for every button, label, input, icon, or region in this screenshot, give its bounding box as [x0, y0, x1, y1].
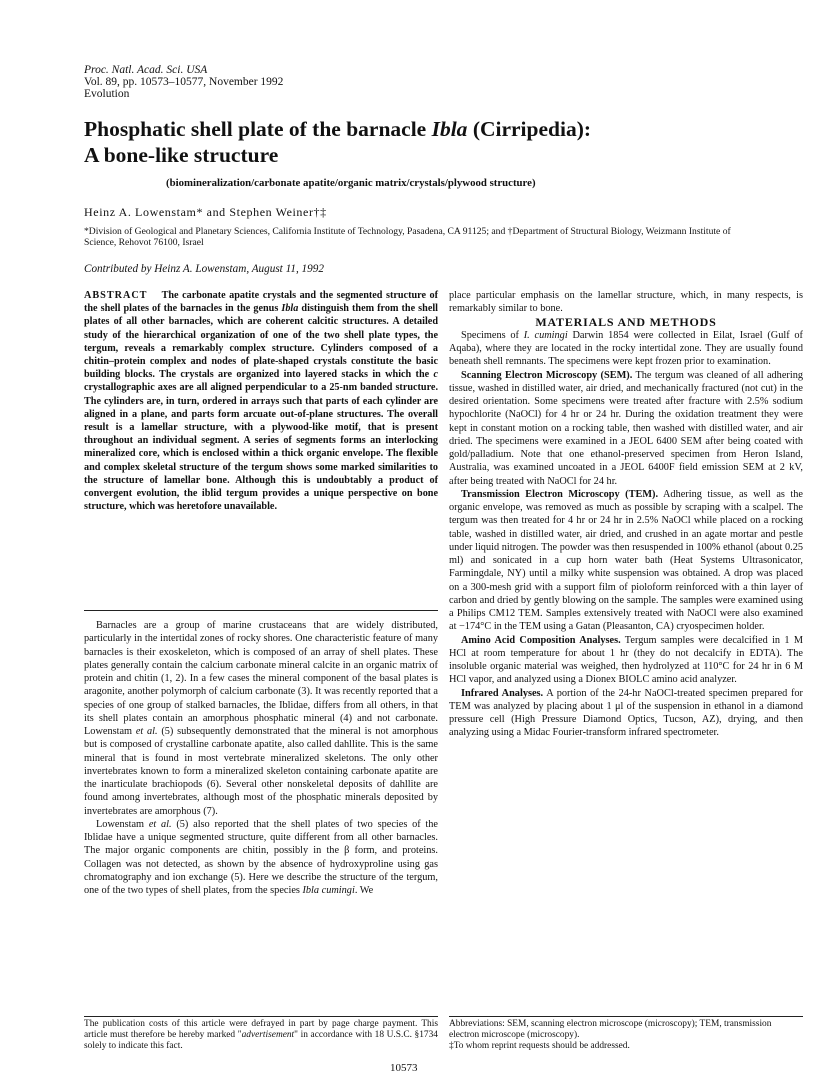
- sem-heading: Scanning Electron Microscopy (SEM).: [461, 369, 633, 381]
- footnotes-right: [449, 1019, 803, 1052]
- intro-p2-text-c: . We: [354, 885, 374, 896]
- ir-text: A portion of the 24-hr NaOCl-treated specimen prepared for TEM was analyzed by placing about 1 μl of the suspension in ethanol in a diamond pressure cell (High Pressure Diamond Optics, Tucson, AZ), drying, and then analyzing using a Midac Fourier-transform infrared spectrometer.: [449, 687, 803, 739]
- intro-p2-etal: et al.: [148, 818, 172, 830]
- journal-section: Evolution: [84, 88, 130, 100]
- abstract-divider: [84, 610, 438, 611]
- keywords: (biomineralization/carbonate apatite/organic matrix/crystals/plywood structure): [166, 177, 536, 189]
- intro-p2-text-b: (5) also reported that the shell plates of two species of the Iblidae have a unique segmented structure, quite different from all other barnacles. The major organic components are chitin, possibly in the β form, and proteins. Collagen was not detected, as shown by the absence of hydroxyproline using gas chromatography and ion exchange (5). Here we describe the structure of the tergum, one of the two types of shell plates, from the species: [84, 818, 439, 896]
- aa-text: Tergum samples were decalcified in 1 M HCl at room temperature for about 1 hr (they do not decalcify in EDTA). The insoluble organic material was weighed, then hydrolyzed at 110°C for 24 hr in 6 M HCl vapor, and analyzed using a Dionex BIOLC amino acid analyzer.: [449, 634, 803, 686]
- abstract-italic-a: Ibla: [281, 303, 299, 315]
- left-column: [84, 619, 438, 897]
- section-heading: MATERIALS AND METHODS: [535, 314, 717, 329]
- abstract-text-a: The carbonate apatite crystals and the segmented structure of the shell plates of the barnacles in the genus: [84, 290, 438, 315]
- tem-paragraph: [449, 488, 803, 634]
- title-line1-post: (Cirripedia):: [467, 117, 592, 141]
- aa-heading: Amino Acid Composition Analyses.: [461, 634, 621, 646]
- intro-p1-text: Barnacles are a group of marine crustaceans that are widely distributed, particularly in the intertidal zones of rocky shores. One characteristic feature of many barnacles is their exoskeleton, which is composed of an array of shell plates. These plates generally contain the calcium carbonate mineral calcite in an organic matrix of protein and chitin (1, 2). In a few cases the mineral component of the basal plates is aragonite, another polymorph of calcium carbonate (3). It was recently reported that a species of one group of stalked barnacles, the Iblidae, differs from all others, in that its shell plates contain an amorphous phosphatic mineral (4) and not carbonate. Lowenstam: [84, 620, 438, 737]
- right-column: [449, 289, 803, 740]
- ir-paragraph: [449, 687, 803, 740]
- spec-text-b: Darwin 1854 were collected in Eilat, Israel (Gulf of Aqaba), where they are located in the rocky intertidal zone. They are usually found beneath shell remnants. The specimens were kept frozen prior to examination.: [449, 329, 803, 368]
- publication-costs-note: [84, 1019, 438, 1052]
- sem-text: The tergum was cleaned of all adhering tissue, washed in distilled water, air dried, and mechanically fractured (not cut) in the desired orientation. Some specimens were treated after fracture with 2.5% sodium hypochlorite (NaOCl) for 4 hr or 24 hr. During the oxidation treatment they were kept in constant motion on a rocking table, then washed with distilled water, and air dried. The specimens were examined in a JEOL 6400 SEM after being coated with gold/palladium. Note that one ethanol-preserved specimen from Heron Island, Australia, was examined uncoated in a JEOL 6400F field emission SEM at 2 kV, after being treated with NaOCl for 24 hr.: [449, 369, 803, 487]
- tem-heading: Transmission Electron Microscopy (TEM).: [461, 488, 659, 500]
- abstract-italic-b: c: [433, 369, 438, 381]
- abstract: [84, 289, 438, 513]
- journal-name: Proc. Natl. Acad. Sci. USA: [84, 64, 208, 76]
- intro-p2-text-a: Lowenstam: [96, 818, 149, 830]
- title-genus: Ibla: [431, 117, 468, 141]
- specimens-paragraph: [449, 329, 803, 369]
- abstract-text-c: crystallographic axes are all aligned perpendicular to a 25-nm banded structure. The cylinders are, in turn, ordered in arrays such that parts of each cylinder are aligned in a plane, and parts form arcuate out-of-plane structures. The overall result is a lamellar structure, with a plywood-like motif, that is present throughout an individual segment. A series of segments forms an interlocking mineralized core, which is enclosed within a thick organic envelope. The flexible and complex skeletal structure of the tergum shows some marked similarities to the structure of lamellar bone. Although this is undoubtably a product of convergent evolution, the iblid tergum provides a unique perspective on bone structure, which was heretofore unavailable.: [84, 382, 438, 513]
- affiliations: *Division of Geological and Planetary Sciences, California Institute of Technology, Pasadena, CA 91125; and †Department of Structural Biology, Weizmann Institute of Science, Rehovot 76100, Israel: [84, 226, 731, 249]
- spec-text-a: Specimens of: [461, 329, 524, 341]
- abbreviations-note: Abbreviations: SEM, scanning electron microscope (microscopy); TEM, transmission electron microscope (microscopy).: [449, 1019, 772, 1040]
- spec-species: I. cumingi: [523, 329, 568, 341]
- intro-paragraph-2: [84, 818, 438, 898]
- tem-text: Adhering tissue, as well as the organic envelope, was removed as much as possible by scraping with a scalpel. The tergum was then treated for 4 hr or 24 hr in 2.5% NaOCl while placed on a rocking table, washed in distilled water, air dried, and crushed in an agate mortar and pestle under liquid nitrogen. The powder was then resuspended in 100% ethanol (about 0.25 ml) and sonicated in a cup horn water bath (Heat Systems Ultrasonicator, Farmingdale, NY) until a milky white suspension was obtained. A drop was placed on a 300-mesh grid with a support film of pioloform reinforced with a thin layer of carbon and dried by gently blowing on the sample. The samples were examined using a Philips CM12 TEM. Samples extensively treated with NaOCl were also examined at −174°C in the TEM using a Gatan (Pleasanton, CA) cryospecimen holder.: [449, 488, 803, 633]
- intro-paragraph-1: [84, 619, 438, 818]
- intro-p1-text-b: (5) subsequently demonstrated that the mineral is not amorphous but is composed of crystalline carbonate apatite, also called dahllite. This is the same mineral that is found in most vertebrate mineralized skeletons. The only other invertebrates known to form a mineralized skeleton containing carbonate apatite are the inarticulate brachiopods (6). Several other nonskeletal deposits of dahllite are found among invertebrates, although most of the phosphatic minerals deposited by invertebrates are amorphous (7).: [84, 726, 438, 817]
- article-title: [84, 116, 744, 168]
- footnote-divider-right: [449, 1016, 803, 1017]
- journal-header: [84, 64, 283, 100]
- contributed-by: Contributed by Heinz A. Lowenstam, August 11, 1992: [84, 263, 324, 275]
- abstract-text-b: distinguish them from the shell plates of all other barnacles, which are coherent calcitic structures. A detailed study of the hierarchical organization of one of the two shell plate types, the tergum, reveals a remarkably complex structure. Cylinders composed of a chitin–protein complex and nodes of plate-shaped crystals constitute the basic building blocks. The crystals are organized into layered stacks in which the: [84, 303, 438, 381]
- journal-volume: Vol. 89, pp. 10573–10577, November 1992: [84, 76, 284, 88]
- page-number: 10573: [390, 1062, 418, 1074]
- title-line1-pre: Phosphatic shell plate of the barnacle: [84, 117, 432, 141]
- intro-p2-species: Ibla cumingi: [302, 885, 355, 896]
- costs-text-a: The publication costs of this article were defrayed in part by page charge payment. This article must therefore be hereby marked ": [84, 1019, 438, 1040]
- footnote-divider-left: [84, 1016, 438, 1017]
- aa-paragraph: [449, 634, 803, 687]
- ir-heading: Infrared Analyses.: [461, 687, 544, 699]
- reprint-note: ‡To whom reprint requests should be addressed.: [449, 1041, 630, 1051]
- costs-advertisement: advertisement: [241, 1030, 295, 1040]
- costs-text-b: " in accordance with 18 U.S.C. §1734 solely to indicate this fact.: [84, 1030, 438, 1051]
- abstract-label: ABSTRACT: [84, 290, 148, 301]
- title-line2: A bone-like structure: [84, 143, 279, 167]
- intro-p1-etal: et al.: [135, 726, 158, 737]
- authors: Heinz A. Lowenstam* and Stephen Weiner†‡: [84, 205, 327, 219]
- sem-paragraph: [449, 369, 803, 488]
- intro-continuation: place particular emphasis on the lamellar structure, which, in many respects, is remarkably similar to bone.: [449, 290, 803, 315]
